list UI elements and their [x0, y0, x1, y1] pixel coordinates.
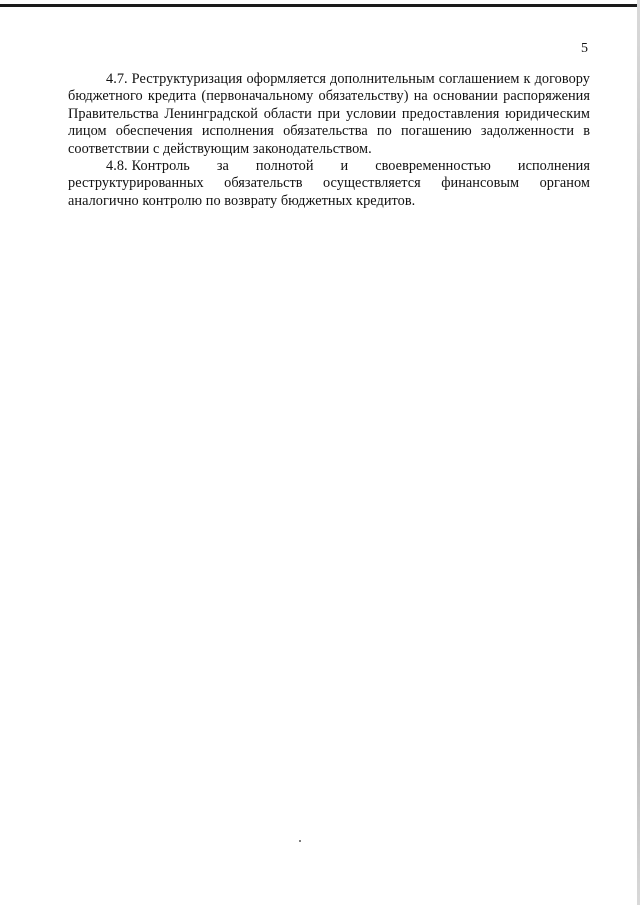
paragraph-number: 4.7. [106, 71, 128, 87]
page-number: 5 [581, 41, 588, 56]
paragraph-4-7 [68, 71, 590, 158]
paragraph-number: 4.8. [106, 158, 128, 175]
document-body [68, 71, 590, 210]
paragraph-text: Реструктуризация оформляется дополнительным соглашением к договору бюджетного кредита (первоначальному обязательству) на основании распоряжения Правительства Ленинградской области при условии предоставления юридическим лицом обеспечения исполнения обязательства по погашению задолженности в соответствии с действующим законодательством. [68, 71, 590, 157]
paragraph-text: Контроль за полнотой и своевременностью исполнения реструктурированных обязательств осуществляется финансовым органом аналогично контролю по возврату бюджетных кредитов. [68, 158, 590, 209]
scan-speck [299, 840, 301, 842]
paragraph-4-8 [68, 158, 590, 210]
top-border-line [0, 4, 640, 7]
scan-top-border [0, 0, 640, 10]
